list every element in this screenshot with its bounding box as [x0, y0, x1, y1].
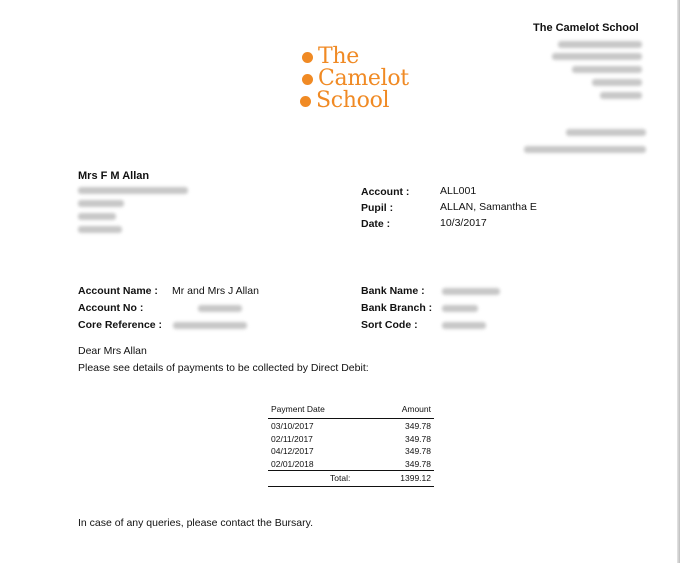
redacted-core-reference: [173, 322, 247, 329]
salutation: Dear Mrs Allan: [78, 345, 147, 357]
total-value: 1399.12: [400, 473, 431, 483]
payment-date: 03/10/2017: [271, 421, 314, 431]
redacted-email: [524, 146, 646, 153]
total-row: [268, 471, 434, 487]
account-value: ALL001: [440, 185, 477, 197]
bank-branch-label: Bank Branch :: [361, 302, 433, 314]
table-row: [268, 420, 434, 433]
column-header-date: Payment Date: [271, 404, 325, 414]
total-label: Total:: [330, 473, 351, 483]
redacted-bank-name: [442, 288, 500, 295]
logo-dot-icon: [302, 52, 313, 63]
payments-table: [268, 401, 434, 487]
logo-text-the: The: [318, 44, 359, 69]
core-reference-label: Core Reference :: [78, 319, 163, 331]
redacted-address-line: [592, 79, 642, 86]
logo-dot-icon: [302, 74, 313, 85]
account-name-value: Mr and Mrs J Allan: [172, 285, 259, 297]
sort-code-label: Sort Code :: [361, 319, 418, 331]
redacted-address-line: [558, 41, 642, 48]
logo-dot-icon: [300, 96, 311, 107]
redacted-recipient-address: [78, 187, 188, 194]
payment-amount: 349.78: [405, 446, 431, 456]
column-header-amount: Amount: [401, 404, 431, 414]
bank-name-label: Bank Name :: [361, 285, 425, 297]
recipient-name: Mrs F M Allan: [78, 170, 150, 182]
account-name-label: Account Name :: [78, 285, 158, 297]
redacted-account-no: [198, 305, 242, 312]
payment-amount: 349.78: [405, 421, 431, 431]
redacted-recipient-address: [78, 200, 124, 207]
account-no-label: Account No :: [78, 302, 144, 314]
logo-text-camelot: Camelot: [318, 66, 409, 91]
school-name-header: The Camelot School: [533, 22, 639, 34]
logo-text-school: School: [316, 88, 390, 113]
date-label: Date :: [361, 218, 391, 230]
redacted-bank-branch: [442, 305, 478, 312]
table-row: [268, 433, 434, 446]
payment-date: 02/01/2018: [271, 458, 314, 469]
redacted-sort-code: [442, 322, 486, 329]
pupil-label: Pupil :: [361, 202, 394, 214]
intro-text: Please see details of payments to be collected by Direct Debit:: [78, 362, 369, 374]
table-row: [268, 458, 434, 471]
redacted-address-line: [572, 66, 642, 73]
payment-amount: 349.78: [405, 433, 431, 444]
redacted-address-line: [600, 92, 642, 99]
table-body: [268, 419, 434, 471]
payment-amount: 349.78: [405, 458, 431, 469]
school-logo: [300, 46, 409, 112]
payment-date: 02/11/2017: [271, 433, 313, 444]
date-value: 10/3/2017: [440, 217, 487, 229]
redacted-address-line: [552, 53, 642, 60]
table-row: [268, 445, 434, 458]
table-header: [268, 401, 434, 419]
redacted-phone: [566, 129, 646, 136]
pupil-value: ALLAN, Samantha E: [440, 201, 537, 213]
redacted-recipient-address: [78, 213, 116, 220]
account-label: Account :: [361, 186, 410, 198]
redacted-recipient-address: [78, 226, 122, 233]
closing-text: In case of any queries, please contact the Bursary.: [78, 517, 314, 529]
payment-date: 04/12/2017: [271, 446, 314, 456]
